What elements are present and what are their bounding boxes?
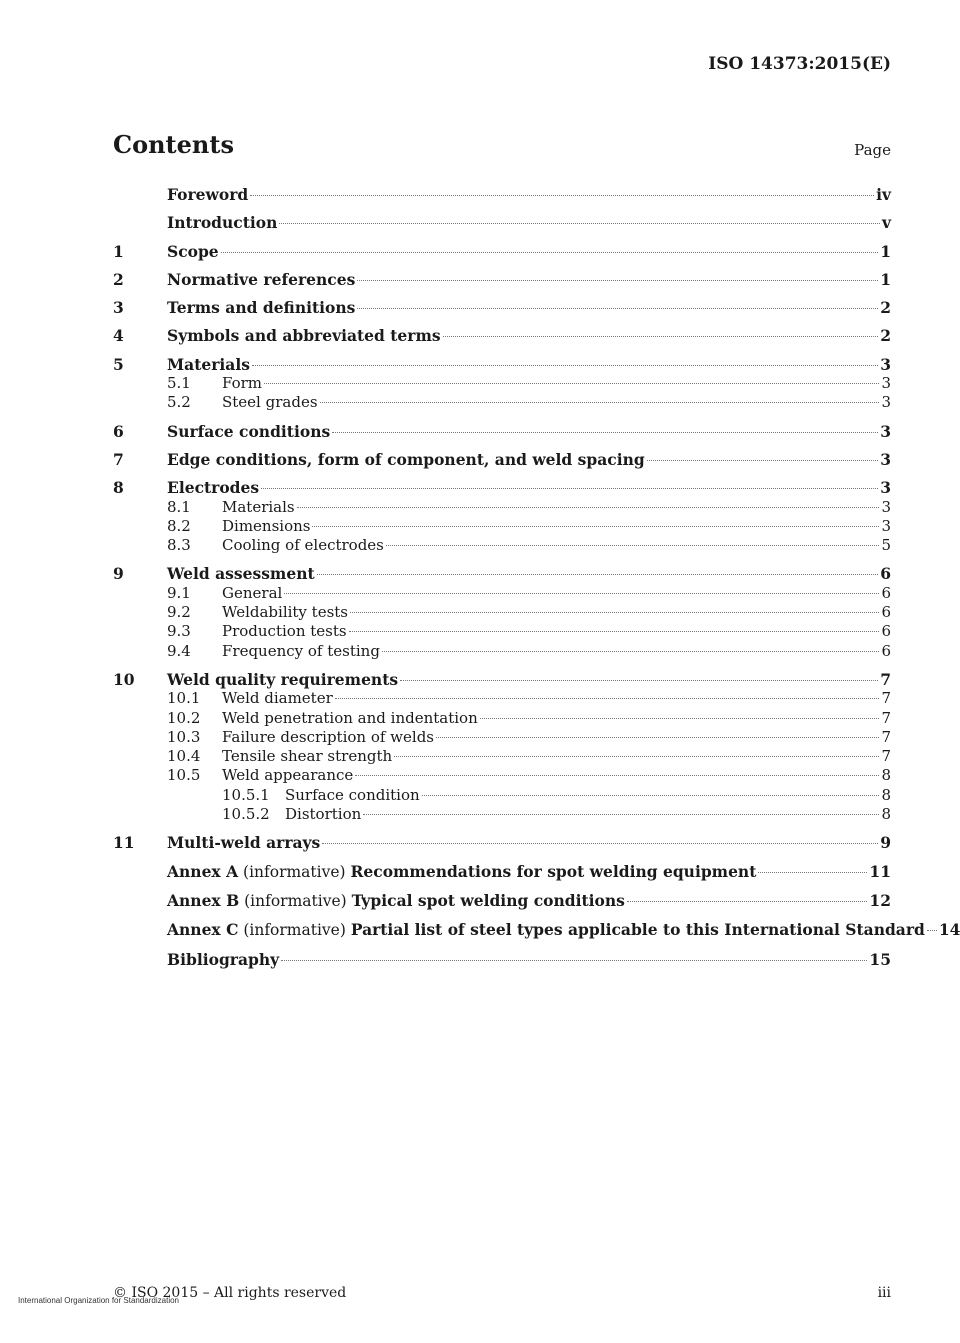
toc-entry-text: Frequency of testing bbox=[222, 641, 380, 660]
toc-entry-text: Terms and definitions bbox=[167, 298, 356, 318]
toc-entry-number: 10.1 bbox=[167, 689, 201, 708]
toc-entry[interactable] bbox=[113, 185, 891, 204]
toc-entry-number: 8.2 bbox=[167, 516, 191, 535]
toc-entry[interactable] bbox=[113, 326, 891, 345]
dot-leader bbox=[320, 402, 880, 403]
toc-entry-number: 3 bbox=[113, 298, 124, 318]
dot-leader bbox=[264, 383, 879, 384]
toc-entry[interactable] bbox=[113, 622, 891, 641]
toc-entry-number: 9 bbox=[113, 564, 124, 584]
toc-entry[interactable] bbox=[113, 536, 891, 555]
page-column-label: Page bbox=[854, 141, 891, 159]
page-number: iii bbox=[877, 1285, 891, 1301]
toc-entry-number: 8.1 bbox=[167, 497, 191, 516]
toc-entry-title[interactable] bbox=[222, 689, 333, 708]
toc-entry-number: 2 bbox=[113, 269, 124, 289]
toc-entry[interactable] bbox=[113, 891, 891, 911]
dot-leader bbox=[386, 545, 880, 546]
annex-label: Annex C bbox=[167, 920, 239, 940]
toc-entry-page: 15 bbox=[869, 949, 891, 969]
toc-entry-text: Symbols and abbreviated terms bbox=[167, 326, 441, 346]
toc-entry-number: 8 bbox=[113, 478, 124, 498]
toc-entry[interactable] bbox=[113, 709, 891, 728]
toc-entry-title[interactable] bbox=[167, 950, 279, 969]
annex-type: (informative) bbox=[239, 891, 352, 910]
toc-entry-title[interactable] bbox=[222, 709, 478, 728]
toc-entry-page: 2 bbox=[880, 326, 891, 346]
toc-entry-text: Edge conditions, form of component, and weld spacing bbox=[167, 449, 645, 469]
toc-entry-text: Normative references bbox=[167, 269, 356, 289]
toc-entry-page: 1 bbox=[880, 269, 891, 289]
toc-entry-text: Foreword bbox=[167, 185, 249, 204]
toc-entry-title[interactable] bbox=[167, 213, 277, 232]
toc-entry[interactable] bbox=[113, 498, 891, 517]
toc-entry-text: Materials bbox=[167, 354, 250, 374]
dot-leader bbox=[349, 631, 880, 632]
toc-entry-title[interactable] bbox=[222, 622, 347, 641]
toc-entry[interactable] bbox=[113, 805, 891, 824]
toc-entry-title[interactable] bbox=[222, 728, 434, 747]
toc-entry-page: 8 bbox=[881, 805, 891, 824]
toc-entry-page: 1 bbox=[880, 241, 891, 261]
toc-entry-page: 3 bbox=[881, 497, 891, 516]
toc-entry-title[interactable] bbox=[222, 536, 384, 555]
toc-entry-page: 12 bbox=[869, 890, 891, 910]
dot-leader bbox=[436, 737, 879, 738]
toc-entry-number: 10 bbox=[113, 669, 135, 689]
dot-leader bbox=[400, 680, 878, 681]
toc-entry-title[interactable] bbox=[167, 298, 355, 317]
toc-entry-page: 6 bbox=[881, 603, 891, 622]
dot-leader bbox=[252, 365, 878, 366]
dot-leader bbox=[279, 223, 880, 224]
toc-entry-page: 3 bbox=[880, 449, 891, 469]
dot-leader bbox=[261, 488, 878, 489]
toc-entry-page: v bbox=[881, 213, 891, 233]
toc-entry-page: 6 bbox=[880, 564, 891, 584]
toc-entry-text: Weld diameter bbox=[222, 689, 333, 708]
toc-entry-page: 3 bbox=[881, 374, 891, 393]
toc-entry-number: 9.2 bbox=[167, 603, 191, 622]
dot-leader bbox=[394, 756, 879, 757]
toc-entry-title[interactable] bbox=[167, 891, 625, 911]
toc-entry-text: Scope bbox=[167, 241, 219, 261]
toc-entry-text: Weld penetration and indentation bbox=[222, 708, 478, 727]
toc-entry-title[interactable] bbox=[222, 374, 262, 393]
copyright-notice: © ISO 2015 – All rights reserved bbox=[113, 1285, 347, 1301]
toc-entry-title[interactable] bbox=[222, 603, 348, 622]
toc-entry-title[interactable] bbox=[222, 498, 295, 517]
toc-entry[interactable] bbox=[113, 728, 891, 747]
annex-label: Annex B bbox=[167, 890, 240, 910]
dot-leader bbox=[480, 718, 880, 719]
toc-entry-page: 7 bbox=[881, 708, 891, 727]
toc-entry-text: Weld appearance bbox=[222, 766, 354, 785]
toc-entry-number: 7 bbox=[113, 449, 124, 469]
toc-entry[interactable] bbox=[113, 242, 891, 261]
toc-entry-title[interactable] bbox=[285, 805, 361, 824]
toc-entry[interactable] bbox=[113, 689, 891, 708]
toc-entry-title[interactable] bbox=[222, 747, 392, 766]
watermark-text: International Organization for Standardization bbox=[18, 1296, 179, 1305]
toc-entry-page: 7 bbox=[880, 669, 891, 689]
toc-entry-page: 7 bbox=[881, 727, 891, 746]
toc-entry-title[interactable] bbox=[167, 478, 259, 497]
toc-entry-title[interactable] bbox=[167, 564, 315, 583]
toc-entry-number: 10.5.1 bbox=[222, 785, 270, 804]
dot-leader bbox=[382, 651, 880, 652]
toc-entry-text: Introduction bbox=[167, 213, 278, 233]
table-of-contents bbox=[113, 185, 960, 969]
dot-leader bbox=[927, 930, 937, 931]
toc-entry-page: 11 bbox=[869, 861, 891, 881]
toc-entry-page: 8 bbox=[881, 766, 891, 785]
toc-entry[interactable] bbox=[113, 920, 960, 940]
toc-entry[interactable] bbox=[113, 766, 891, 785]
toc-entry-title[interactable] bbox=[167, 422, 330, 441]
dot-leader bbox=[221, 252, 879, 253]
toc-entry-number: 5.1 bbox=[167, 374, 191, 393]
toc-entry-number: 1 bbox=[113, 241, 124, 261]
toc-entry-page: 7 bbox=[881, 747, 891, 766]
toc-entry-text: Bibliography bbox=[167, 949, 280, 969]
toc-entry-page: 3 bbox=[881, 516, 891, 535]
toc-entry-number: 8.3 bbox=[167, 536, 191, 555]
toc-entry-text: Steel grades bbox=[222, 393, 318, 412]
toc-entry-number: 4 bbox=[113, 326, 124, 346]
toc-entry[interactable] bbox=[113, 517, 891, 536]
toc-entry-title[interactable] bbox=[222, 584, 282, 603]
dot-leader bbox=[281, 960, 867, 961]
toc-entry-text: Weld quality requirements bbox=[167, 669, 399, 689]
toc-entry-page: 14 bbox=[938, 920, 960, 940]
toc-entry-text: Surface conditions bbox=[167, 421, 331, 441]
toc-entry[interactable] bbox=[113, 862, 891, 882]
dot-leader bbox=[332, 432, 878, 433]
toc-entry-text: Weldability tests bbox=[222, 603, 349, 622]
toc-entry-page: iv bbox=[876, 185, 891, 204]
toc-entry-text: Typical spot welding conditions bbox=[351, 890, 625, 910]
toc-entry-text: Surface condition bbox=[285, 785, 420, 804]
dot-leader bbox=[627, 901, 868, 902]
dot-leader bbox=[335, 698, 880, 699]
dot-leader bbox=[322, 843, 878, 844]
toc-entry-text: Recommendations for spot welding equipment bbox=[350, 861, 757, 881]
toc-entry[interactable] bbox=[113, 584, 891, 603]
toc-entry-page: 6 bbox=[881, 583, 891, 602]
dot-leader bbox=[350, 612, 879, 613]
toc-entry-title[interactable] bbox=[167, 355, 250, 374]
toc-entry-number: 6 bbox=[113, 421, 124, 441]
toc-entry-page: 2 bbox=[880, 298, 891, 318]
toc-entry[interactable] bbox=[113, 422, 891, 441]
toc-entry-title[interactable] bbox=[167, 862, 756, 882]
toc-entry[interactable] bbox=[113, 270, 891, 289]
toc-entry-title[interactable] bbox=[167, 270, 355, 289]
toc-entry-text: Electrodes bbox=[167, 478, 260, 498]
toc-entry-text: Production tests bbox=[222, 622, 347, 641]
toc-entry-page: 7 bbox=[881, 689, 891, 708]
toc-entry-number: 10.5 bbox=[167, 766, 201, 785]
dot-leader bbox=[317, 574, 879, 575]
dot-leader bbox=[363, 814, 879, 815]
dot-leader bbox=[284, 593, 879, 594]
toc-entry-page: 9 bbox=[880, 833, 891, 853]
toc-entry-number: 9.3 bbox=[167, 622, 191, 641]
toc-entry[interactable] bbox=[113, 603, 891, 622]
dot-leader bbox=[647, 460, 879, 461]
toc-entry-number: 10.4 bbox=[167, 747, 201, 766]
toc-entry[interactable] bbox=[113, 298, 891, 317]
dot-leader bbox=[357, 308, 878, 309]
toc-entry[interactable] bbox=[113, 950, 891, 969]
toc-entry-text: Weld assessment bbox=[167, 564, 315, 584]
toc-entry-title[interactable] bbox=[222, 393, 318, 412]
toc-entry[interactable] bbox=[113, 450, 891, 469]
toc-entry-text: Tensile shear strength bbox=[222, 747, 393, 766]
dot-leader bbox=[297, 507, 880, 508]
contents-heading: Contents bbox=[113, 130, 234, 159]
toc-entry-number: 10.3 bbox=[167, 727, 201, 746]
toc-entry-number: 10.5.2 bbox=[222, 805, 270, 824]
dot-leader bbox=[357, 280, 878, 281]
toc-entry-text: Distortion bbox=[285, 805, 362, 824]
toc-entry-title[interactable] bbox=[222, 766, 353, 785]
toc-entry[interactable] bbox=[113, 478, 891, 497]
toc-entry[interactable] bbox=[113, 213, 891, 232]
toc-entry-title[interactable] bbox=[167, 185, 248, 204]
dot-leader bbox=[422, 795, 880, 796]
toc-entry-text: Cooling of electrodes bbox=[222, 536, 384, 555]
toc-entry-title[interactable] bbox=[167, 450, 645, 469]
toc-entry-number: 9.4 bbox=[167, 641, 191, 660]
toc-entry-page: 5 bbox=[881, 536, 891, 555]
toc-entry[interactable] bbox=[113, 670, 891, 689]
toc-entry[interactable] bbox=[113, 564, 891, 583]
toc-entry-page: 3 bbox=[880, 421, 891, 441]
toc-entry[interactable] bbox=[113, 833, 891, 852]
toc-entry-title[interactable] bbox=[222, 517, 310, 536]
toc-entry-page: 3 bbox=[880, 354, 891, 374]
toc-entry-title[interactable] bbox=[222, 642, 380, 661]
toc-entry-title[interactable] bbox=[167, 242, 219, 261]
toc-entry-title[interactable] bbox=[167, 670, 398, 689]
toc-entry-text: Multi-weld arrays bbox=[167, 833, 321, 853]
toc-entry-number: 11 bbox=[113, 833, 135, 853]
toc-entry-page: 6 bbox=[881, 641, 891, 660]
toc-entry-page: 3 bbox=[880, 478, 891, 498]
dot-leader bbox=[758, 872, 867, 873]
toc-entry-number: 10.2 bbox=[167, 708, 201, 727]
toc-entry[interactable] bbox=[113, 786, 891, 805]
toc-entry-text: Failure description of welds bbox=[222, 727, 434, 746]
toc-entry-title[interactable] bbox=[285, 786, 420, 805]
toc-entry-title[interactable] bbox=[167, 920, 925, 940]
toc-entry-number: 5 bbox=[113, 354, 124, 374]
dot-leader bbox=[250, 195, 874, 196]
toc-entry[interactable] bbox=[113, 642, 891, 661]
annex-label: Annex A bbox=[167, 861, 239, 881]
toc-entry-page: 8 bbox=[881, 785, 891, 804]
toc-entry-text: Dimensions bbox=[222, 516, 311, 535]
toc-entry[interactable] bbox=[113, 355, 891, 374]
dot-leader bbox=[312, 526, 879, 527]
dot-leader bbox=[355, 775, 879, 776]
toc-entry-number: 5.2 bbox=[167, 393, 191, 412]
toc-entry-number: 9.1 bbox=[167, 583, 191, 602]
dot-leader bbox=[443, 336, 879, 337]
toc-entry-text: Form bbox=[222, 374, 263, 393]
document-id: ISO 14373:2015(E) bbox=[708, 54, 891, 74]
toc-entry[interactable] bbox=[113, 747, 891, 766]
toc-entry-text: General bbox=[222, 583, 283, 602]
toc-entry[interactable] bbox=[113, 374, 891, 393]
toc-entry-text: Partial list of steel types applicable to this International Standard bbox=[350, 920, 925, 940]
toc-entry-text: Materials bbox=[222, 497, 295, 516]
toc-entry-page: 6 bbox=[881, 622, 891, 641]
annex-type: (informative) bbox=[238, 862, 351, 881]
toc-entry[interactable] bbox=[113, 393, 891, 412]
toc-entry-title[interactable] bbox=[167, 833, 320, 852]
toc-entry-page: 3 bbox=[881, 393, 891, 412]
toc-entry-title[interactable] bbox=[167, 326, 441, 345]
annex-type: (informative) bbox=[238, 921, 351, 940]
